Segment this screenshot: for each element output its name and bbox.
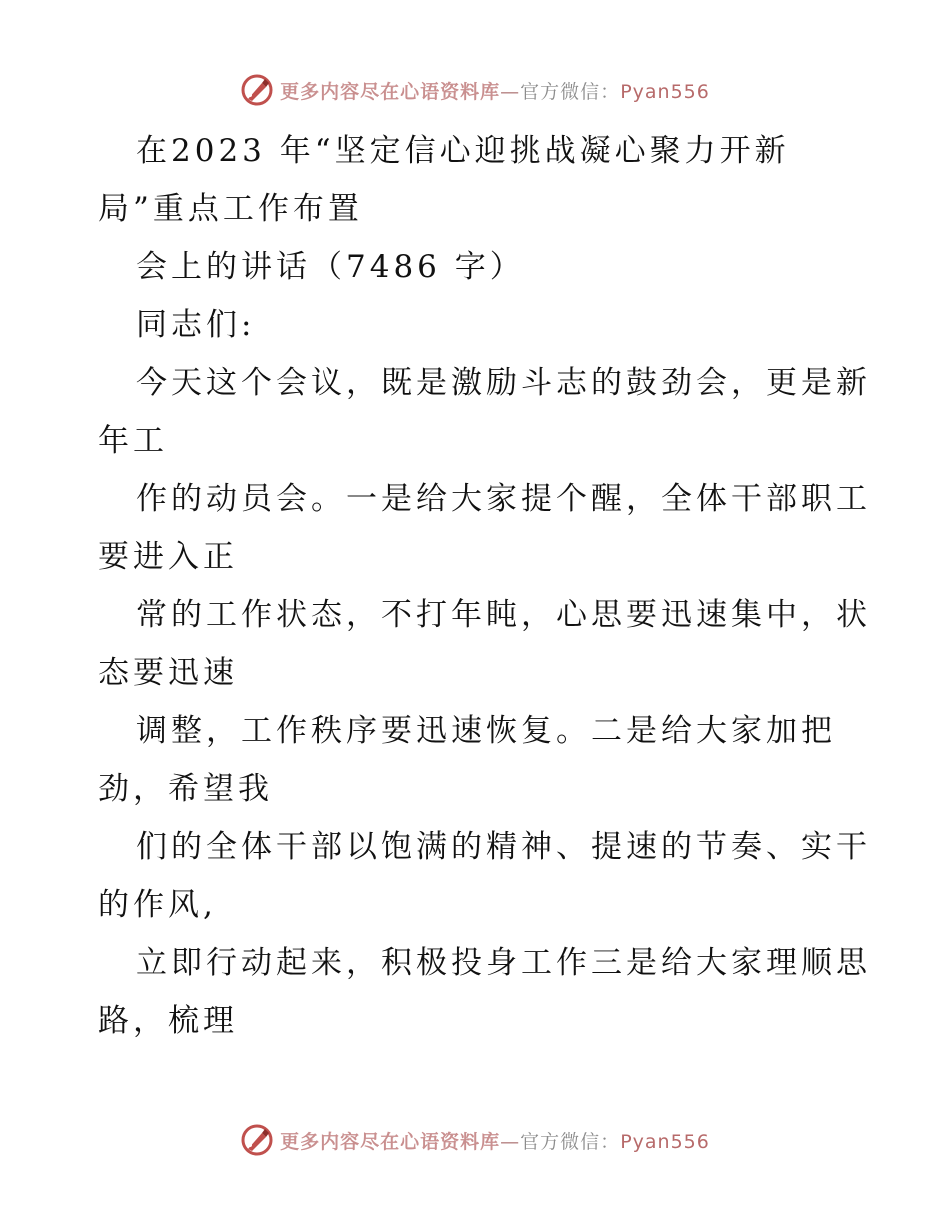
watermark-text <box>280 1127 710 1154</box>
watermark-site-text: 更多内容尽在心语资料库 <box>280 1130 501 1153</box>
document-line: 要进入正 <box>98 539 238 575</box>
document-line: 常的工作状态，不打年盹，心思要迅速集中，状 <box>136 597 871 633</box>
watermark-wechat-id: Pyan556 <box>620 1130 710 1153</box>
document-line: 们的全体干部以饱满的精神、提速的节奏、实干 <box>136 829 871 865</box>
document-line: 会上的讲话（7486 字） <box>136 249 525 285</box>
watermark-separator: — <box>500 80 521 103</box>
document-line: 立即行动起来，积极投身工作三是给大家理顺思 <box>136 945 871 981</box>
watermark-banner-top <box>0 70 950 110</box>
watermark-wechat-label: 官方微信： <box>520 1130 621 1153</box>
document-line: 的作风, <box>98 887 217 923</box>
watermark-wechat-label: 官方微信： <box>520 80 621 103</box>
document-line: 局”重点工作布置 <box>98 191 363 227</box>
watermark-separator: — <box>500 1130 521 1153</box>
document-line: 在2023 年“坚定信心迎挑战凝心聚力开新 <box>136 133 790 169</box>
watermark-wechat-id: Pyan556 <box>620 80 710 103</box>
document-line: 劲，希望我 <box>98 771 273 807</box>
document-line: 态要迅速 <box>98 655 238 691</box>
watermark-banner-bottom <box>0 1120 950 1160</box>
pen-logo-icon <box>240 1123 274 1157</box>
pen-logo-icon <box>240 73 274 107</box>
watermark-text <box>280 77 710 104</box>
watermark-site-text: 更多内容尽在心语资料库 <box>280 80 501 103</box>
document-line: 调整，工作秩序要迅速恢复。二是给大家加把 <box>136 713 836 749</box>
document-line: 年工 <box>98 423 168 459</box>
document-line: 同志们: <box>136 307 256 343</box>
document-line: 作的动员会。一是给大家提个醒，全体干部职工 <box>136 481 871 517</box>
document-line: 路，梳理 <box>98 1003 238 1039</box>
document-line: 今天这个会议，既是激励斗志的鼓劲会，更是新 <box>136 365 871 401</box>
document-body <box>98 122 871 1050</box>
